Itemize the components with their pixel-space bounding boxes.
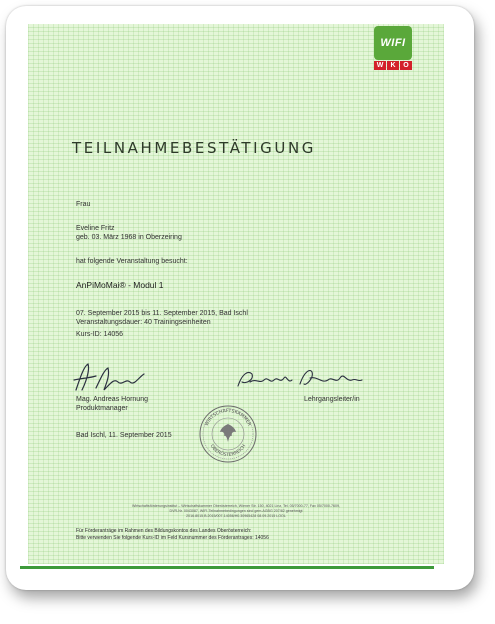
course-duration: Veranstaltungsdauer: 40 Trainingseinheiten	[76, 319, 211, 326]
wifi-wko-logo	[374, 26, 412, 72]
official-seal	[198, 404, 258, 464]
eagle-emblem-icon	[220, 424, 236, 442]
course-id: Kurs-ID: 14056	[76, 331, 124, 338]
footer-note: Für Förderanträge im Rahmen des Bildungskontos des Landes Oberösterreich: Bitte verwenden Sie folgende Kurs-ID im Feld Kursnummer des Förderantrages: 14056	[76, 528, 269, 541]
signatory-left-role: Produktmanager	[76, 405, 128, 412]
signatory-left-name: Mag. Andreas Hornung	[76, 396, 148, 403]
wifi-logo: WIFI	[374, 26, 412, 60]
signatory-right-role: Lehrgangsleiter/in	[304, 396, 360, 403]
attended-text: hat folgende Veranstaltung besucht:	[76, 258, 188, 265]
seal-text-top: WIRTSCHAFTSKAMMER	[204, 408, 252, 428]
wko-logo: W K O	[374, 61, 412, 70]
place-date: Bad Ischl, 11. September 2015	[76, 432, 172, 439]
participant-name: Eveline Fritz	[76, 225, 115, 232]
course-dates: 07. September 2015 bis 11. September 2015, Bad Ischl	[76, 310, 248, 317]
seal-text-bottom: OBERÖSTERREICH	[208, 443, 248, 459]
accent-line	[20, 566, 434, 569]
footer-fine-print: Wirtschaftsförderungsinstitut – Wirtschaftskammer Oberösterreich, Wiener Str. 150, 4021 Linz, Tel. 05/7000-77, Fax 05/7000-7609, DVR-Nr. 0043087, WIFI-Teilnahmebedingungen sind gem.AGBG 207/82 genehmigt 2016.8015.B.2015/007-14056/H0.30965428 08.09.2015 LOOL	[131, 504, 341, 518]
document-title: TEILNAHMEBESTÄTIGUNG	[72, 139, 317, 157]
signature-right	[234, 364, 364, 394]
signature-left	[70, 360, 150, 396]
certificate-page	[28, 24, 444, 564]
participant-birth: geb. 03. März 1968 in Oberzeiring	[76, 234, 182, 241]
svg-text:OBERÖSTERREICH	[209, 443, 248, 458]
course-name: AnPiMoMai® - Modul 1	[76, 280, 164, 290]
salutation: Frau	[76, 201, 91, 208]
